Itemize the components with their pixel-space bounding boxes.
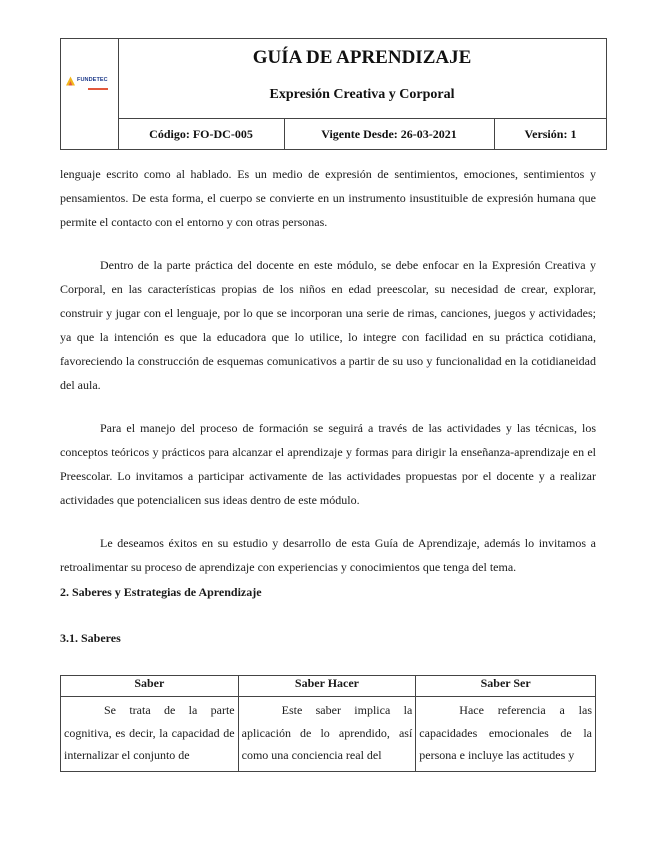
page-subtitle: Expresión Creativa y Corporal [269, 87, 455, 102]
logo-mark-icon [66, 76, 75, 86]
document-header [60, 38, 607, 150]
logo-cell [61, 39, 119, 149]
table-header-cell: Saber Ser [416, 676, 596, 697]
table-header-cell: Saber [61, 676, 239, 697]
table-header-cell: Saber Hacer [238, 676, 416, 697]
table-row [61, 697, 596, 772]
table-cell: Este saber implica la aplicación de lo aprendido, así como una conciencia real del [238, 697, 416, 772]
paragraph: Le deseamos éxitos en su estudio y desarrollo de esta Guía de Aprendizaje, además lo invitamos a retroalimentar su proceso de aprendizaje con experiencias y conocimientos que tenga del tema. [60, 536, 596, 574]
page-title: GUÍA DE APRENDIZAJE [252, 47, 472, 68]
header-meta-row [118, 118, 606, 150]
paragraph: Para el manejo del proceso de formación se seguirá a través de las actividades y las técnicas, los conceptos teóricos y prácticos para alcanzar el aprendizaje y formas para dirigir la enseñanza-aprendizaje en el Preescolar. Lo invitamos a participar activamente de las actividades propuestas por el docente y a realizar actividades que potencialicen sus ideas dentro de este módulo. [60, 421, 596, 507]
section-heading: 2. Saberes y Estrategias de Aprendizaje [60, 585, 262, 599]
document-version: Versión: 1 [524, 127, 577, 141]
table-cell: Se trata de la parte cognitiva, es decir, la capacidad de internalizar el conjunto de [61, 697, 239, 772]
document-body [60, 162, 596, 598]
table-cell: Hace referencia a las capacidades emocionales de la persona e incluye las actitudes y [416, 697, 596, 772]
paragraph: lenguaje escrito como al hablado. Es un medio de expresión de sentimientos, emociones, sentimientos y pensamientos. De esta forma, el cuerpo se convierte en un instrumento insustituible de expresión humana que permite el contacto con el entorno y con otras personas. [60, 167, 596, 229]
document-code: Código: FO-DC-005 [118, 119, 285, 150]
saberes-table [60, 675, 596, 772]
logo-text: FUNDETEC [77, 77, 108, 84]
paragraph: Dentro de la parte práctica del docente en este módulo, se debe enfocar en la Expresión Creativa y Corporal, en las características propias de los niños en edad preescolar, su necesidad de crear, explorar, construir y jugar con el lenguaje, por lo que se incorporan una serie de rimas, canciones, juegos y actividades; ya que la intención es que la educadora que lo utilice, lo integre con facilidad en su práctica cotidiana, favoreciendo la construcción de esquemas comunicativos a partir de su uso y funcionalidad en la cotidianeidad del aula. [60, 258, 596, 392]
table-header-row [61, 676, 596, 697]
logo-underline [88, 88, 108, 90]
subsection-heading: 3.1. Saberes [60, 631, 121, 645]
valid-from-date: Vigente Desde: 26-03-2021 [284, 119, 495, 150]
fundetec-logo [66, 74, 114, 88]
